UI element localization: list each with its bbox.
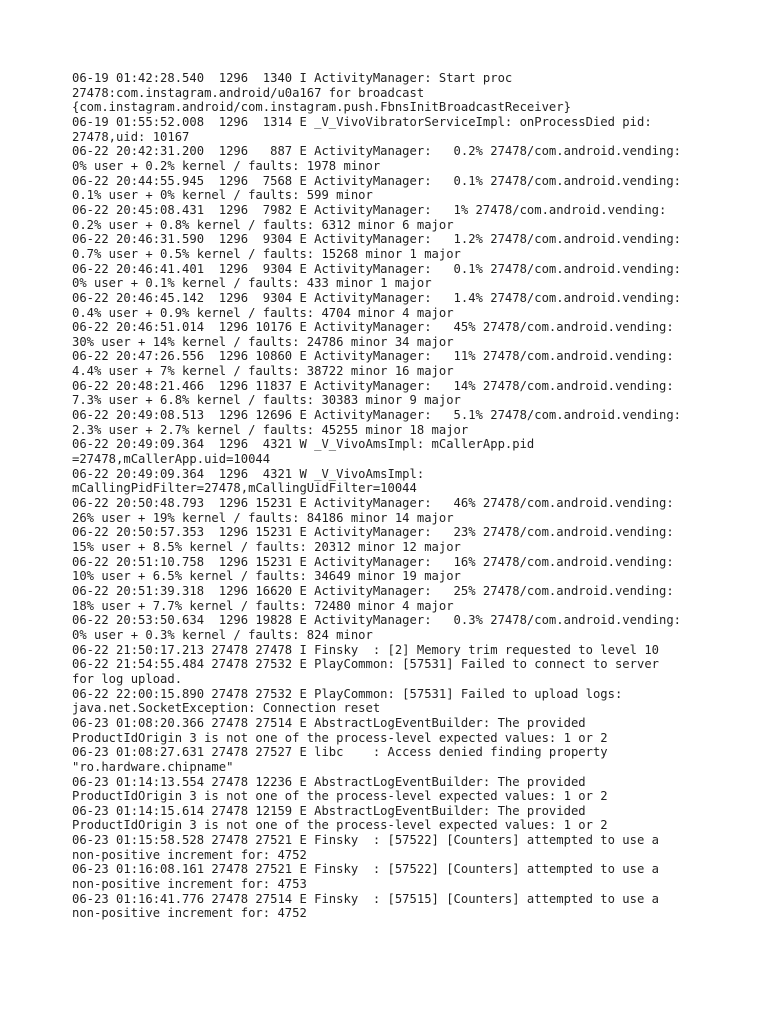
log-line: 06-22 20:51:39.318 1296 16620 E ActivityManager: 25% 27478/com.android.vending: xyxy=(72,583,674,598)
log-line: 06-22 20:46:45.142 1296 9304 E ActivityManager: 1.4% 27478/com.android.vending: xyxy=(72,290,682,305)
log-line: 06-22 20:44:55.945 1296 7568 E ActivityManager: 0.1% 27478/com.android.vending: xyxy=(72,173,682,188)
log-line: 4.4% user + 7% kernel / faults: 38722 minor 16 major xyxy=(72,364,454,379)
log-line: ProductIdOrigin 3 is not one of the process-level expected values: 1 or 2 xyxy=(72,789,608,804)
log-line: 18% user + 7.7% kernel / faults: 72480 minor 4 major xyxy=(72,598,454,613)
log-line: non-positive increment for: 4752 xyxy=(72,906,307,921)
log-line: 06-19 01:42:28.540 1296 1340 I ActivityManager: Start proc xyxy=(72,71,513,85)
log-line: java.net.SocketException: Connection reset xyxy=(72,701,381,716)
log-line: 0% user + 0.2% kernel / faults: 1978 minor xyxy=(72,158,381,173)
log-line: 06-23 01:15:58.528 27478 27521 E Finsky : [57522] [Counters] attempted to use a xyxy=(72,833,659,848)
log-line: {com.instagram.android/com.instagram.push.FbnsInitBroadcastReceiver} xyxy=(72,100,571,115)
log-line: 0.1% user + 0% kernel / faults: 599 minor xyxy=(72,188,373,203)
log-line: 2.3% user + 2.7% kernel / faults: 45255 minor 18 major xyxy=(72,422,469,437)
log-line: for log upload. xyxy=(72,671,183,686)
log-line: 06-23 01:08:27.631 27478 27527 E libc : Access denied finding property xyxy=(72,745,608,760)
log-line: 06-22 20:46:41.401 1296 9304 E ActivityManager: 0.1% 27478/com.android.vending: xyxy=(72,261,682,276)
log-line: 7.3% user + 6.8% kernel / faults: 30383 minor 9 major xyxy=(72,393,461,408)
log-line: ProductIdOrigin 3 is not one of the process-level expected values: 1 or 2 xyxy=(72,730,608,745)
log-line: 0.4% user + 0.9% kernel / faults: 4704 minor 4 major xyxy=(72,305,454,320)
log-line: 0% user + 0.1% kernel / faults: 433 minor 1 major xyxy=(72,276,432,291)
log-line: 06-23 01:16:08.161 27478 27521 E Finsky : [57522] [Counters] attempted to use a xyxy=(72,862,659,877)
log-line: 30% user + 14% kernel / faults: 24786 minor 34 major xyxy=(72,334,454,349)
log-line: 27478:com.instagram.android/u0a167 for broadcast xyxy=(72,85,425,100)
log-line: 06-22 20:49:09.364 1296 4321 W _V_VivoAmsImpl: xyxy=(72,466,425,481)
log-line: 06-22 20:46:31.590 1296 9304 E ActivityManager: 1.2% 27478/com.android.vending: xyxy=(72,232,682,247)
log-line: 06-22 20:49:09.364 1296 4321 W _V_VivoAmsImpl: mCallerApp.pid xyxy=(72,437,535,452)
log-line: 06-19 01:55:52.008 1296 1314 E _V_VivoVibratorServiceImpl: onProcessDied pid: xyxy=(72,114,652,129)
log-line: 0% user + 0.3% kernel / faults: 824 minor xyxy=(72,627,373,642)
log-text-block xyxy=(72,71,712,921)
log-line: 27478,uid: 10167 xyxy=(72,129,190,144)
log-line: 06-22 20:50:57.353 1296 15231 E ActivityManager: 23% 27478/com.android.vending: xyxy=(72,525,674,540)
log-line: 06-23 01:14:13.554 27478 12236 E AbstractLogEventBuilder: The provided xyxy=(72,774,586,789)
log-line: 06-22 20:49:08.513 1296 12696 E ActivityManager: 5.1% 27478/com.android.vending: xyxy=(72,408,682,423)
log-line: 26% user + 19% kernel / faults: 84186 minor 14 major xyxy=(72,510,454,525)
log-line: 06-23 01:14:15.614 27478 12159 E AbstractLogEventBuilder: The provided xyxy=(72,803,586,818)
log-line: 06-22 20:45:08.431 1296 7982 E ActivityManager: 1% 27478/com.android.vending: xyxy=(72,202,667,217)
log-line: 06-22 20:50:48.793 1296 15231 E ActivityManager: 46% 27478/com.android.vending: xyxy=(72,496,674,511)
log-line: non-positive increment for: 4753 xyxy=(72,877,307,892)
log-line: 06-23 01:08:20.366 27478 27514 E AbstractLogEventBuilder: The provided xyxy=(72,715,586,730)
log-line: non-positive increment for: 4752 xyxy=(72,847,307,862)
log-line: 0.7% user + 0.5% kernel / faults: 15268 minor 1 major xyxy=(72,246,461,261)
log-line: ProductIdOrigin 3 is not one of the process-level expected values: 1 or 2 xyxy=(72,818,608,833)
log-line: "ro.hardware.chipname" xyxy=(72,759,234,774)
log-line: 06-22 20:53:50.634 1296 19828 E ActivityManager: 0.3% 27478/com.android.vending: xyxy=(72,613,682,628)
log-line: 10% user + 6.5% kernel / faults: 34649 minor 19 major xyxy=(72,569,461,584)
log-line: 06-22 20:47:26.556 1296 10860 E ActivityManager: 11% 27478/com.android.vending: xyxy=(72,349,674,364)
log-line: 06-22 20:51:10.758 1296 15231 E ActivityManager: 16% 27478/com.android.vending: xyxy=(72,554,674,569)
log-line: 15% user + 8.5% kernel / faults: 20312 minor 12 major xyxy=(72,540,461,554)
log-line: 06-22 20:42:31.200 1296 887 E ActivityManager: 0.2% 27478/com.android.vending: xyxy=(72,144,682,159)
log-line: 06-22 22:00:15.890 27478 27532 E PlayCommon: [57531] Failed to upload logs: xyxy=(72,686,623,701)
log-line: 06-22 20:46:51.014 1296 10176 E ActivityManager: 45% 27478/com.android.vending: xyxy=(72,320,674,335)
log-line: =27478,mCallerApp.uid=10044 xyxy=(72,452,271,467)
log-line: 06-22 20:48:21.466 1296 11837 E ActivityManager: 14% 27478/com.android.vending: xyxy=(72,378,674,393)
log-line: 06-22 21:54:55.484 27478 27532 E PlayCommon: [57531] Failed to connect to server xyxy=(72,657,659,672)
log-line: 0.2% user + 0.8% kernel / faults: 6312 minor 6 major xyxy=(72,217,454,232)
log-line: mCallingPidFilter=27478,mCallingUidFilter=10044 xyxy=(72,481,417,496)
log-line: 06-22 21:50:17.213 27478 27478 I Finsky : [2] Memory trim requested to level 10 xyxy=(72,642,659,657)
log-line: 06-23 01:16:41.776 27478 27514 E Finsky : [57515] [Counters] attempted to use a xyxy=(72,891,659,906)
